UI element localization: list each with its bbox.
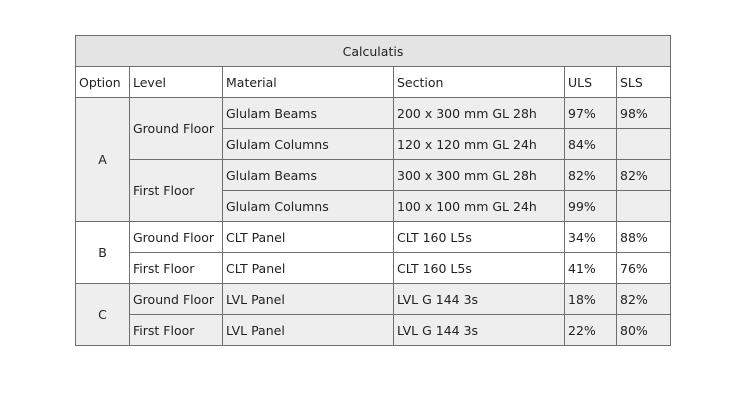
uls-cell: 18% [565, 284, 617, 315]
sls-cell: 80% [617, 315, 671, 346]
section-cell: 300 x 300 mm GL 28h [394, 160, 565, 191]
uls-cell: 82% [565, 160, 617, 191]
column-header-sls: SLS [617, 67, 671, 98]
section-cell: 120 x 120 mm GL 24h [394, 129, 565, 160]
level-cell: Ground Floor [130, 284, 223, 315]
sls-cell: 82% [617, 160, 671, 191]
level-cell: Ground Floor [130, 222, 223, 253]
material-cell: Glulam Columns [223, 129, 394, 160]
table-title: Calculatis [76, 36, 671, 67]
uls-cell: 99% [565, 191, 617, 222]
option-cell: A [76, 98, 130, 222]
calculations-table [75, 35, 671, 346]
material-cell: Glulam Columns [223, 191, 394, 222]
uls-cell: 84% [565, 129, 617, 160]
section-cell: 100 x 100 mm GL 24h [394, 191, 565, 222]
option-cell: C [76, 284, 130, 346]
table-body [76, 98, 671, 346]
material-cell: CLT Panel [223, 253, 394, 284]
uls-cell: 34% [565, 222, 617, 253]
column-header-level: Level [130, 67, 223, 98]
table-row [76, 315, 671, 346]
option-cell: B [76, 222, 130, 284]
table-row [76, 98, 671, 129]
table-row [76, 160, 671, 191]
section-cell: CLT 160 L5s [394, 253, 565, 284]
column-header-uls: ULS [565, 67, 617, 98]
table-row [76, 253, 671, 284]
uls-cell: 22% [565, 315, 617, 346]
material-cell: Glulam Beams [223, 160, 394, 191]
section-cell: CLT 160 L5s [394, 222, 565, 253]
level-cell: First Floor [130, 315, 223, 346]
section-cell: LVL G 144 3s [394, 315, 565, 346]
sls-cell [617, 129, 671, 160]
table-row [76, 222, 671, 253]
uls-cell: 41% [565, 253, 617, 284]
material-cell: LVL Panel [223, 315, 394, 346]
uls-cell: 97% [565, 98, 617, 129]
sls-cell: 88% [617, 222, 671, 253]
material-cell: LVL Panel [223, 284, 394, 315]
table-row [76, 284, 671, 315]
level-cell: First Floor [130, 253, 223, 284]
column-header-section: Section [394, 67, 565, 98]
column-header-material: Material [223, 67, 394, 98]
sls-cell [617, 191, 671, 222]
column-header-option: Option [76, 67, 130, 98]
sls-cell: 82% [617, 284, 671, 315]
section-cell: LVL G 144 3s [394, 284, 565, 315]
section-cell: 200 x 300 mm GL 28h [394, 98, 565, 129]
sls-cell: 98% [617, 98, 671, 129]
material-cell: Glulam Beams [223, 98, 394, 129]
level-cell: Ground Floor [130, 98, 223, 160]
sls-cell: 76% [617, 253, 671, 284]
material-cell: CLT Panel [223, 222, 394, 253]
level-cell: First Floor [130, 160, 223, 222]
